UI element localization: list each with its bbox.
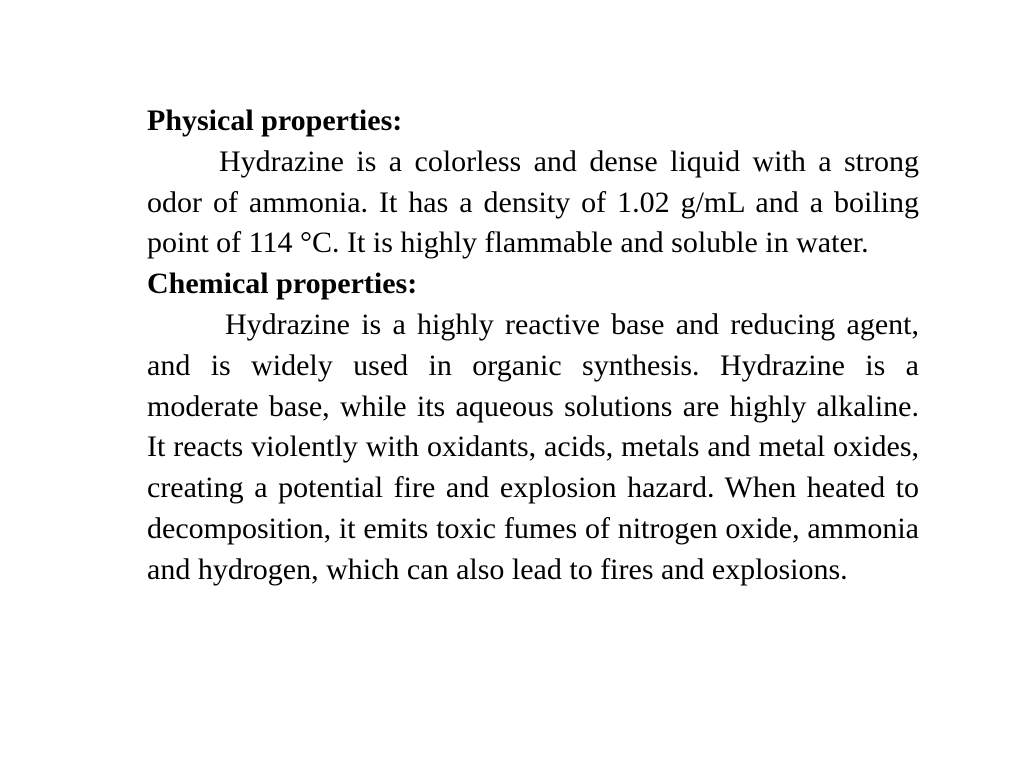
chemical-properties-paragraph: Hydrazine is a highly reactive base and reducing agent, and is widely used in organic synthesis. Hydrazine is a moderate base, while its aqueous solutions are highly alkaline. It reacts violently with oxidants, acids, metals and metal oxides, creating a potential fire and explosion hazard. When heated to decomposition, it emits toxic fumes of nitrogen oxide, ammonia and hydrogen, which can also lead to fires and explosions.	[147, 307, 919, 586]
physical-properties-heading: Physical properties:	[147, 104, 403, 137]
text-content	[147, 101, 919, 591]
physical-properties-paragraph: Hydrazine is a colorless and dense liquid with a strong odor of ammonia. It has a density of 1.02 g/mL and a boiling point of 114 °C. It is highly flammable and soluble in water.	[147, 144, 919, 260]
chemical-properties-heading: Chemical properties:	[147, 267, 418, 301]
